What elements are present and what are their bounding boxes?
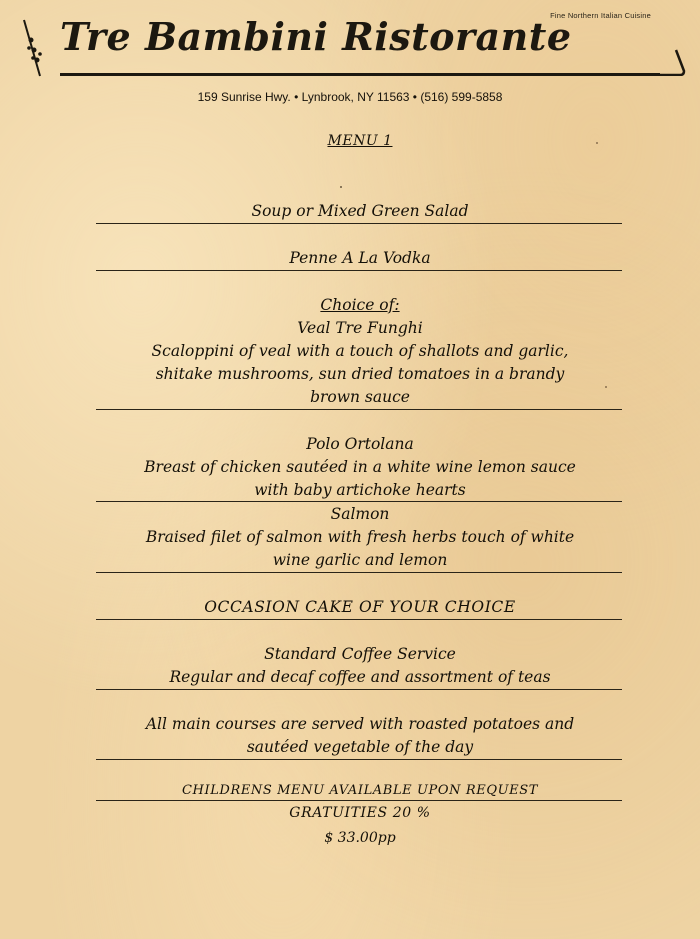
entree-description: brown sauce [310, 388, 410, 406]
paper-speck [340, 186, 342, 188]
menu-price: $ 33.00pp [324, 830, 396, 846]
coffee-title: Standard Coffee Service [264, 645, 456, 663]
coffee-description: Regular and decaf coffee and assortment of teas [169, 668, 551, 686]
entree-description: shitake mushrooms, sun dried tomatoes in a brandy [155, 365, 565, 383]
entree-description: with baby artichoke hearts [254, 481, 466, 499]
section-divider [96, 572, 622, 573]
first-course: Soup or Mixed Green Salad [251, 202, 469, 220]
section-divider [96, 501, 622, 502]
childrens-menu-note: CHILDRENS MENU AVAILABLE UPON REQUEST [181, 783, 539, 798]
menu-title: MENU 1 [327, 133, 393, 149]
restaurant-name: Tre Bambini Ristorante [60, 14, 572, 59]
section-divider [96, 409, 622, 410]
paper-speck [596, 142, 598, 144]
section-divider [96, 619, 622, 620]
restaurant-tagline: Fine Northern Italian Cuisine [550, 11, 651, 20]
vine-flourish-icon [20, 18, 50, 80]
entree-name: Salmon [330, 505, 390, 523]
pasta-course: Penne A La Vodka [289, 249, 431, 267]
entree-name: Veal Tre Funghi [297, 319, 423, 337]
entree-description: Braised filet of salmon with fresh herbs touch of white [145, 528, 575, 546]
section-divider [96, 689, 622, 690]
restaurant-header [0, 0, 700, 110]
gratuity-note: GRATUITIES 20 % [289, 805, 431, 821]
restaurant-address: 159 Sunrise Hwy. • Lynbrook, NY 11563 • (516) 599-5858 [197, 90, 503, 104]
section-divider [96, 800, 622, 801]
sides-note: All main courses are served with roasted potatoes and [145, 715, 575, 733]
choice-heading: Choice of: [320, 296, 400, 314]
section-divider [96, 223, 622, 224]
brand-underline [60, 73, 660, 76]
brand-underline-hook [640, 48, 686, 76]
entree-description: Scaloppini of veal with a touch of shallots and garlic, [151, 342, 569, 360]
entree-name: Polo Ortolana [306, 435, 414, 453]
entree-description: wine garlic and lemon [272, 551, 448, 569]
section-divider [96, 759, 622, 760]
dessert-course: OCCASION CAKE OF YOUR CHOICE [204, 598, 516, 616]
section-divider [96, 270, 622, 271]
entree-description: Breast of chicken sautéed in a white wine lemon sauce [144, 458, 576, 476]
sides-note: sautéed vegetable of the day [246, 738, 474, 756]
